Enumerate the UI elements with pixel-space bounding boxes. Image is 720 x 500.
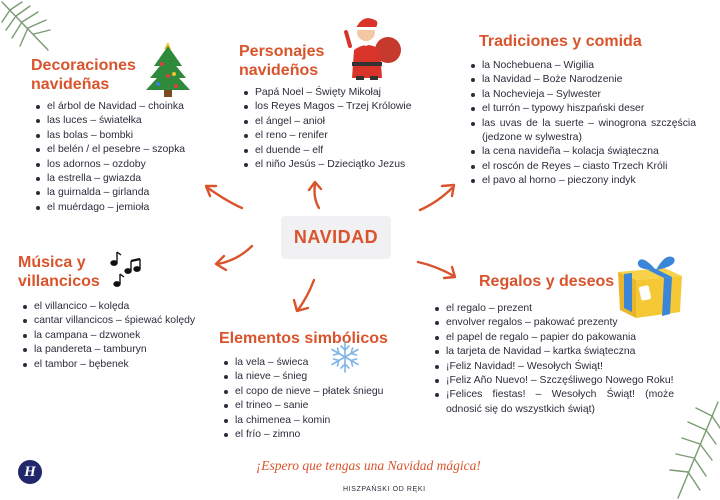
- closing-message: ¡Espero que tengas una Navidad mágica!: [256, 458, 481, 473]
- list-item: la Nochebuena – Wigilia: [482, 59, 696, 73]
- section-title: Música y villancicos: [18, 254, 100, 290]
- list-item: la campana – dzwonek: [34, 329, 202, 343]
- list-item: el turrón – typowy hiszpański deser: [482, 102, 696, 116]
- list-item: la cena navideña – kolacja świąteczna: [482, 145, 696, 159]
- list-item: ¡Felices fiestas! – Wesołych Świąt! (może odnosić się do wszystkich świąt): [446, 388, 674, 417]
- arrow-to-tradiciones: [414, 180, 460, 214]
- list-item: el árbol de Navidad – choinka: [47, 100, 201, 114]
- footer-brand: HISZPAŃSKI OD RĘKI: [343, 486, 426, 493]
- santa-claus-icon: [344, 10, 404, 82]
- list-item: el belén / el pesebre – szopka: [47, 143, 201, 157]
- tradiciones-list: [466, 59, 696, 189]
- list-item: la pandereta – tamburyn: [34, 343, 202, 357]
- gift-box-icon: [612, 250, 688, 322]
- list-item: cantar villancicos – śpiewać kolędy: [34, 314, 202, 328]
- list-item: el roscón de Reyes – ciasto Trzech Króli: [482, 160, 696, 174]
- section-title: Personajes navideños: [239, 43, 325, 79]
- list-item: las bolas – bombki: [47, 129, 201, 143]
- center-title-box: [281, 216, 391, 259]
- arrow-to-personajes: [305, 178, 329, 212]
- list-item: los adornos – ozdoby: [47, 158, 201, 172]
- decoraciones-list: [31, 100, 201, 215]
- list-item: la nieve – śnieg: [235, 370, 389, 384]
- elementos-list: [219, 356, 389, 442]
- list-item: el niño Jesús – Dzieciątko Jezus: [255, 158, 415, 172]
- list-item: el pavo al horno – pieczony indyk: [482, 174, 696, 188]
- snowflake-icon: [328, 340, 362, 374]
- musica-list: [18, 300, 202, 372]
- music-notes-icon: [108, 249, 142, 289]
- arrow-to-decoraciones: [198, 178, 248, 212]
- list-item: el copo de nieve – płatek śniegu: [235, 385, 389, 399]
- personajes-list: [239, 86, 415, 172]
- list-item: envolver regalos – pakować prezenty: [446, 316, 674, 330]
- list-item: el regalo – prezent: [446, 302, 674, 316]
- pine-branch-icon: [0, 0, 55, 55]
- list-item: las luces – światełka: [47, 114, 201, 128]
- list-item: ¡Feliz Navidad! – Wesołych Świąt!: [446, 360, 674, 374]
- list-item: la tarjeta de Navidad – kartka świąteczna: [446, 345, 674, 359]
- list-item: las uvas de la suerte – winogrona szczęścia (jedzone w sylwestra): [482, 117, 696, 146]
- list-item: el muérdago – jemioła: [47, 201, 201, 215]
- section-title: Elementos simbólicos: [219, 330, 388, 347]
- list-item: la estrella – gwiazda: [47, 172, 201, 186]
- section-tradiciones: [466, 32, 696, 189]
- list-item: la vela – świeca: [235, 356, 389, 370]
- list-item: el tambor – bębenek: [34, 358, 202, 372]
- list-item: el reno – renifer: [255, 129, 415, 143]
- list-item: el trineo – sanie: [235, 399, 389, 413]
- christmas-tree-icon: [144, 36, 192, 98]
- list-item: el duende – elf: [255, 144, 415, 158]
- list-item: la Nochevieja – Sylwester: [482, 88, 696, 102]
- section-elementos: [219, 329, 389, 442]
- list-item: el ángel – anioł: [255, 115, 415, 129]
- list-item: la guirnalda – girlanda: [47, 186, 201, 200]
- section-title: Tradiciones y comida: [479, 33, 642, 50]
- arrow-to-elementos: [288, 276, 322, 316]
- list-item: el villancico – kolęda: [34, 300, 202, 314]
- section-title: Regalos y deseos: [479, 273, 615, 290]
- list-item: la chimenea – komin: [235, 414, 389, 428]
- brand-logo: H: [18, 460, 42, 484]
- arrow-to-musica: [208, 240, 258, 274]
- list-item: la Navidad – Boże Narodzenie: [482, 73, 696, 87]
- center-title: NAVIDAD: [293, 227, 379, 247]
- section-title: Decoraciones navideñas: [31, 57, 136, 93]
- list-item: Papá Noel – Święty Mikołaj: [255, 86, 415, 100]
- list-item: los Reyes Magos – Trzej Królowie: [255, 100, 415, 114]
- list-item: ¡Feliz Año Nuevo! – Szczęśliwego Nowego Roku!: [446, 374, 674, 388]
- list-item: el frío – zimno: [235, 428, 389, 442]
- list-item: el papel de regalo – papier do pakowania: [446, 331, 674, 345]
